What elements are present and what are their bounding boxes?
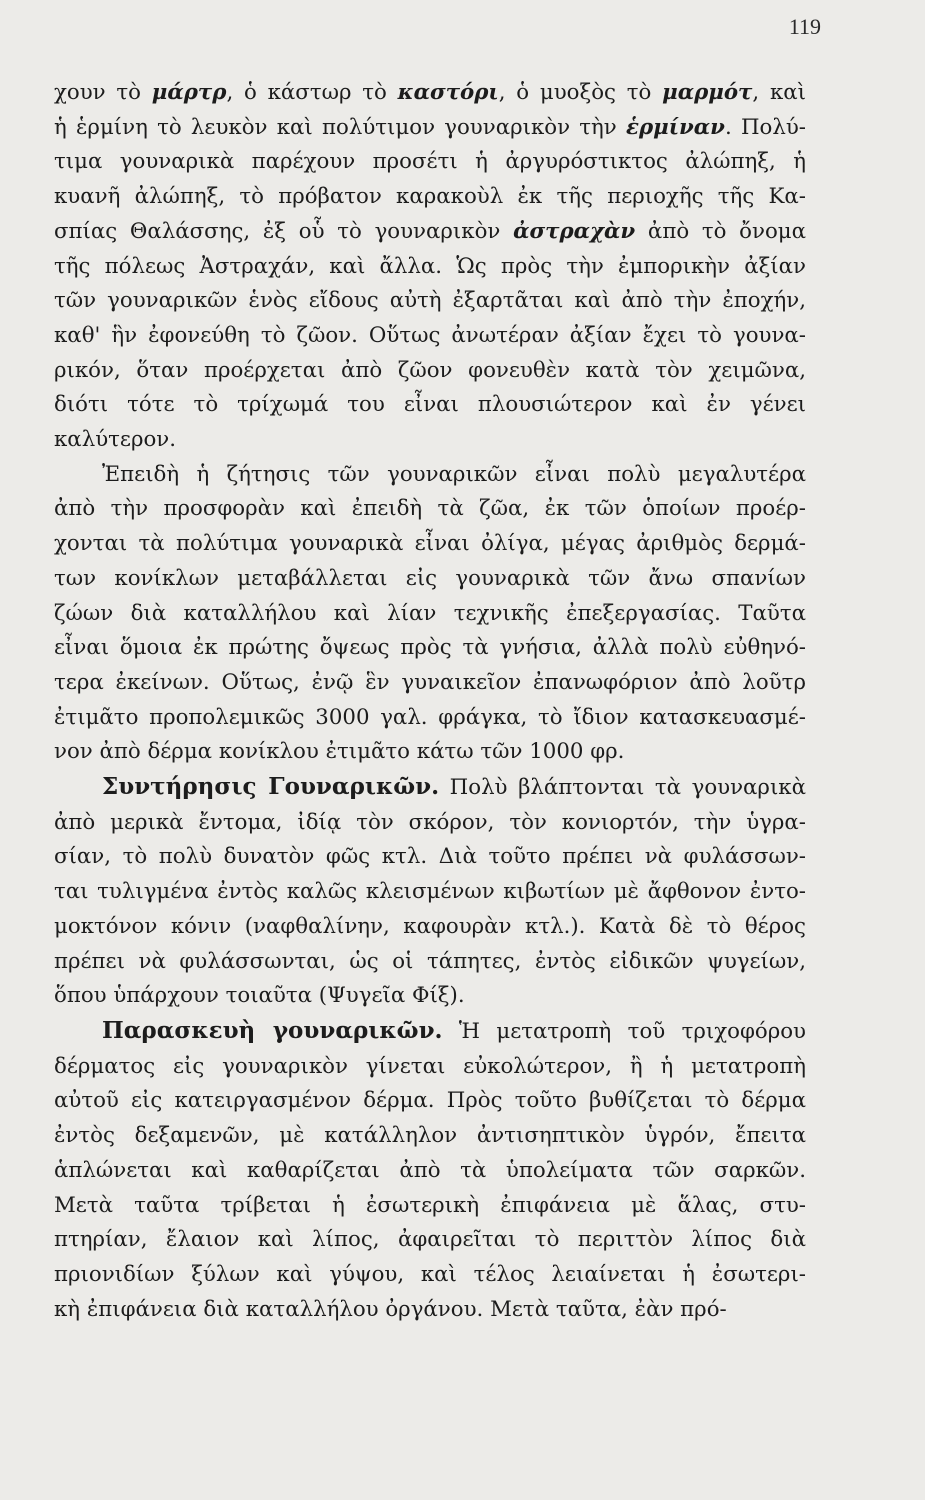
text-line: ἐντὸς δεξαμενῶν, μὲ κατάλληλον ἀντισηπτικὸν ὑγρόν, ἔπειτα bbox=[54, 1123, 806, 1149]
text-line: μοκτόνον κόνιν (ναφθαλίνην, καφουρὰν κτλ.). Κατὰ δὲ τὸ θέρος bbox=[54, 913, 806, 939]
text-line: πρέπει νὰ φυλάσσωνται, ὡς οἱ τάπητες, ἐντὸς εἰδικῶν ψυγείων, bbox=[54, 948, 806, 974]
paragraph bbox=[54, 458, 806, 770]
text-line: κὴ ἐπιφάνεια διὰ καταλλήλου ὀργάνου. Μετὰ ταῦτα, ἐὰν πρό- bbox=[54, 1296, 727, 1322]
text-line: σίαν, τὸ πολὺ δυνατὸν φῶς κτλ. Διὰ τοῦτο πρέπει νὰ φυλάσσων- bbox=[54, 844, 806, 870]
text-line: ζώων διὰ καταλλήλου καὶ λίαν τεχνικῆς ἐπεξεργασίας. Ταῦτα bbox=[54, 600, 806, 626]
text-line: χονται τὰ πολύτιμα γουναρικὰ εἶναι ὀλίγα, μέγας ἀριθμὸς δερμά- bbox=[54, 531, 806, 557]
text-line: δέρματος εἰς γουναρικὸν γίνεται εὐκολώτερον, ἢ ἡ μετατροπὴ bbox=[54, 1053, 806, 1079]
paragraph bbox=[54, 770, 806, 1014]
text-line: Παρασκευὴ γουναρικῶν. Ἡ μετατροπὴ τοῦ τριχοφόρου bbox=[102, 1016, 806, 1044]
text-line: ὅπου ὑπάρχουν τοιαῦτα (Ψυγεῖα Φίξ). bbox=[54, 983, 465, 1009]
text-line: πτηρίαν, ἔλαιον καὶ λίπος, ἀφαιρεῖται τὸ περιττὸν λίπος διὰ bbox=[54, 1227, 806, 1253]
text-line: ἀπὸ τὴν προσφορὰν καὶ ἐπειδὴ τὰ ζῶα, ἐκ τῶν ὁποίων προέρ- bbox=[54, 496, 806, 522]
text-line: σπίας Θαλάσσης, ἐξ οὗ τὸ γουναρικὸν ἀστραχὰν ἀπὸ τὸ ὄνομα bbox=[54, 218, 806, 244]
text-line: πριονιδίων ξύλων καὶ γύψου, καὶ τέλος λειαίνεται ἡ ἐσωτερι- bbox=[54, 1261, 806, 1287]
text-line: αὐτοῦ εἰς κατειργασμένον δέρμα. Πρὸς τοῦτο βυθίζεται τὸ δέρμα bbox=[54, 1088, 806, 1114]
paragraph bbox=[54, 76, 806, 458]
text-line: διότι τότε τὸ τρίχωμά του εἶναι πλουσιώτερον καὶ ἐν γένει bbox=[54, 392, 806, 418]
text-line: χουν τὸ μάρτρ, ὁ κάστωρ τὸ καστόρι, ὁ μυοξὸς τὸ μαρμότ, καὶ bbox=[54, 80, 806, 105]
text-line: ἁπλώνεται καὶ καθαρίζεται ἀπὸ τὰ ὑπολείματα τῶν σαρκῶν. bbox=[54, 1157, 806, 1183]
text-line: τερα ἐκείνων. Οὕτως, ἐνῷ ἓν γυναικεῖον ἐπανωφόριον ἀπὸ λοῦτρ bbox=[54, 669, 806, 695]
text-line: τῶν γουναρικῶν ἑνὸς εἴδους αὐτὴ ἐξαρτᾶται καὶ ἀπὸ τὴν ἐποχήν, bbox=[54, 288, 806, 314]
text-line: εἶναι ὅμοια ἐκ πρώτης ὄψεως πρὸς τὰ γνήσια, ἀλλὰ πολὺ εὐθηνό- bbox=[54, 635, 806, 661]
text-line: τιμα γουναρικὰ παρέχουν προσέτι ἡ ἀργυρόστικτος ἀλώπηξ, ἡ bbox=[54, 149, 806, 175]
text-line: τῆς πόλεως Ἀστραχάν, καὶ ἄλλα. Ὡς πρὸς τὴν ἐμπορικὴν ἀξίαν bbox=[54, 253, 806, 279]
text-line: των κονίκλων μεταβάλλεται εἰς γουναρικὰ τῶν ἄνω σπανίων bbox=[54, 565, 806, 591]
text-line: νον ἀπὸ δέρμα κονίκλου ἐτιμᾶτο κάτω τῶν 1000 φρ. bbox=[54, 739, 625, 765]
text-line: Ἐπειδὴ ἡ ζήτησις τῶν γουναρικῶν εἶναι πολὺ μεγαλυτέρα bbox=[102, 461, 806, 487]
text-line: καθ' ἣν ἐφονεύθη τὸ ζῶον. Οὕτως ἀνωτέραν ἀξίαν ἔχει τὸ γουνα- bbox=[54, 322, 806, 348]
page-number: 119 bbox=[788, 14, 821, 39]
text-line: Συντήρησις Γουναρικῶν. Πολὺ βλάπτονται τὰ γουναρικὰ bbox=[102, 773, 806, 801]
text-line: ἡ ἑρμίνη τὸ λευκὸν καὶ πολύτιμον γουναρικὸν τὴν ἑρμίναν. Πολύ- bbox=[54, 114, 806, 140]
body-text bbox=[54, 76, 806, 1327]
text-line: κυανῆ ἀλώπηξ, τὸ πρόβατον καρακοὺλ ἐκ τῆς περιοχῆς τῆς Κα- bbox=[54, 184, 806, 210]
text-line: ἀπὸ μερικὰ ἔντομα, ἰδίᾳ τὸν σκόρον, τὸν κονιορτόν, τὴν ὑγρα- bbox=[54, 809, 806, 835]
text-line: ρικόν, ὅταν προέρχεται ἀπὸ ζῶον φονευθὲν κατὰ τὸν χειμῶνα, bbox=[54, 357, 806, 383]
text-line: ται τυλιγμένα ἐντὸς καλῶς κλεισμένων κιβωτίων μὲ ἄφθονον ἐντο- bbox=[54, 879, 806, 905]
text-line: Μετὰ ταῦτα τρίβεται ἡ ἐσωτερικὴ ἐπιφάνεια μὲ ἅλας, στυ- bbox=[54, 1192, 806, 1218]
paragraph bbox=[54, 1014, 806, 1327]
text-line: καλύτερον. bbox=[54, 427, 177, 453]
text-line: ἐτιμᾶτο προπολεμικῶς 3000 γαλ. φράγκα, τὸ ἴδιον κατασκευασμέ- bbox=[54, 704, 806, 730]
